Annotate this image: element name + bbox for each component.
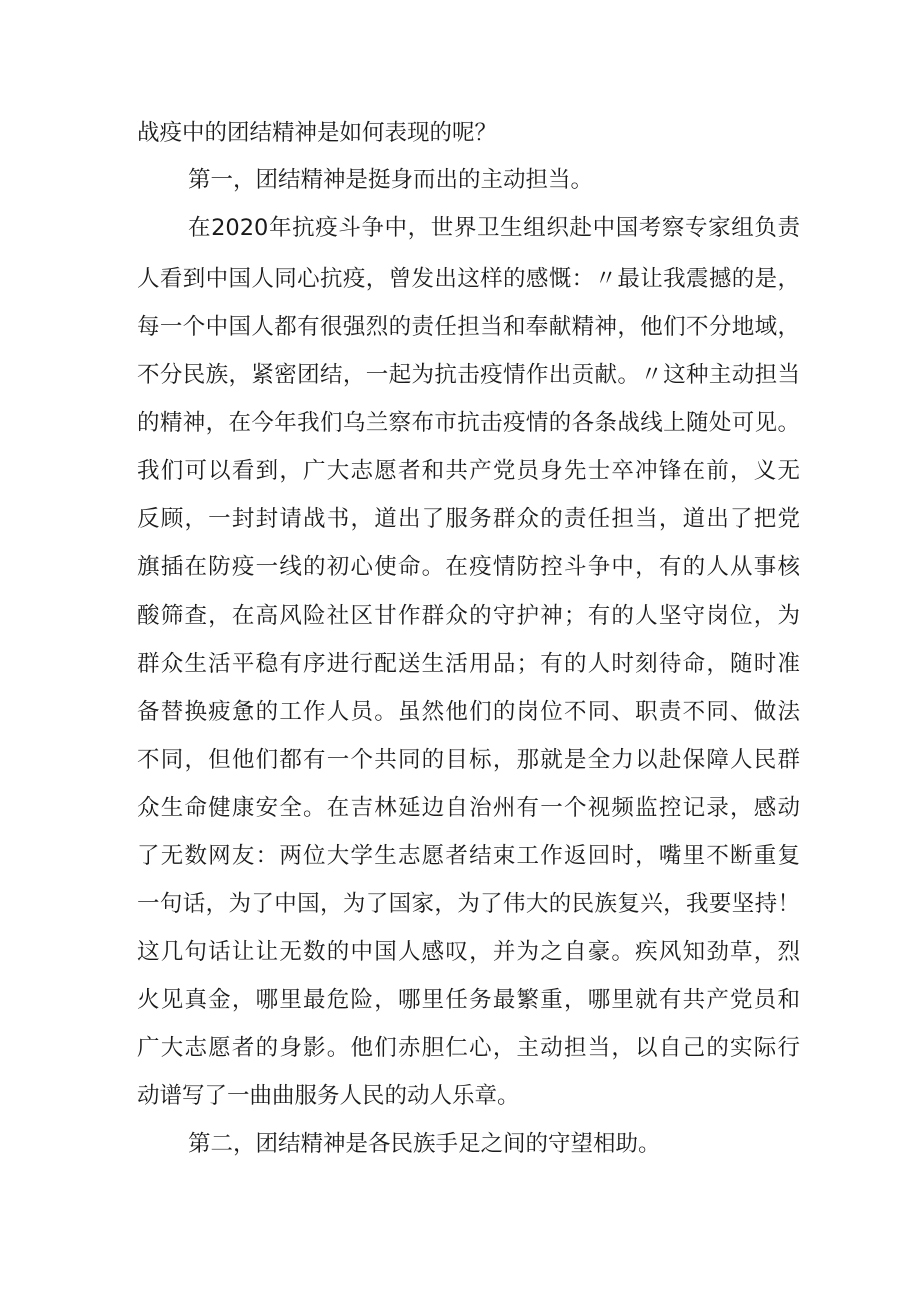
section-heading: 第二，团结精神是各民族手足之间的守望相助。 — [188, 1131, 661, 1157]
text-line: 火见真金，哪里最危险，哪里任务最繁重，哪里就有共产党员和 — [137, 987, 800, 1013]
text-line: 不分民族，紧密团结，一起为抗击疫情作出贡献。〃这种主动担当 — [137, 362, 800, 388]
text-line: 战疫中的团结精神是如何表现的呢？ — [137, 120, 498, 146]
text-line: 群众生活平稳有序进行配送生活用品；有的人时刻待命，随时准 — [137, 651, 800, 677]
text-line: 一句话，为了中国，为了国家，为了伟大的民族复兴，我要坚持！ — [137, 891, 800, 917]
text-line: 在2020年抗疫斗争中，世界卫生组织赴中国考察专家组负责 — [188, 215, 800, 241]
text-line: 每一个中国人都有很强烈的责任担当和奉献精神，他们不分地域， — [137, 314, 800, 340]
text-line: 众生命健康安全。在吉林延边自治州有一个视频监控记录，感动 — [137, 795, 800, 821]
text-line: 我们可以看到，广大志愿者和共产党员身先士卒冲锋在前，义无 — [137, 458, 800, 484]
text-line: 备替换疲惫的工作人员。虽然他们的岗位不同、职责不同、做法 — [137, 699, 800, 725]
text-line: 旗插在防疫一线的初心使命。在疫情防控斗争中，有的人从事核 — [137, 554, 800, 580]
text-line: 人看到中国人同心抗疫，曾发出这样的感慨：〃最让我震撼的是， — [137, 266, 800, 292]
text-line: 不同，但他们都有一个共同的目标，那就是全力以赴保障人民群 — [137, 747, 800, 773]
text-line: 广大志愿者的身影。他们赤胆仁心，主动担当，以自己的实际行 — [137, 1035, 800, 1061]
text-line: 动谱写了一曲曲服务人民的动人乐章。 — [137, 1083, 520, 1109]
text-line: 反顾，一封封请战书，道出了服务群众的责任担当，道出了把党 — [137, 506, 800, 532]
text-line: 酸筛查，在高风险社区甘作群众的守护神；有的人坚守岗位，为 — [137, 603, 800, 629]
section-heading: 第一，团结精神是挺身而出的主动担当。 — [188, 167, 594, 193]
text-line: 了无数网友：两位大学生志愿者结束工作返回时，嘴里不断重复 — [137, 843, 800, 869]
text-line: 的精神，在今年我们乌兰察布市抗击疫情的各条战线上随处可见。 — [137, 410, 800, 436]
text-line: 这几句话让让无数的中国人感叹，并为之自豪。疾风知劲草，烈 — [137, 939, 800, 965]
